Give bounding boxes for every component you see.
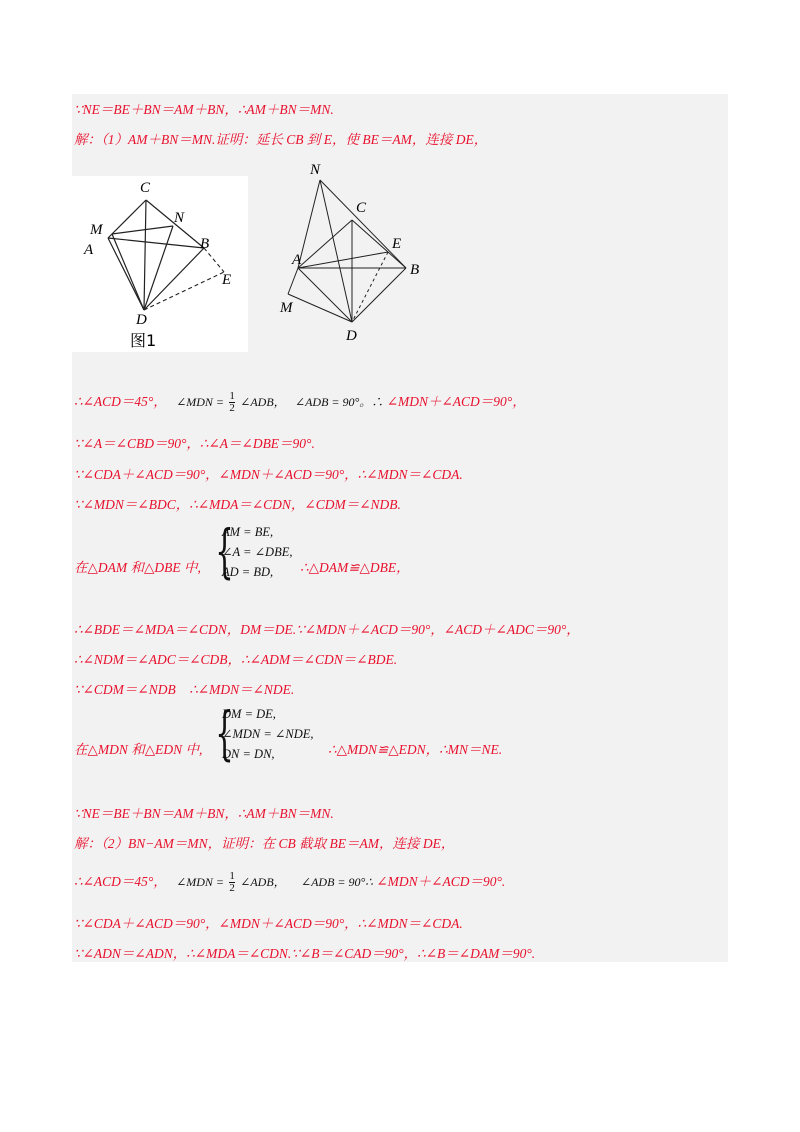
fraction-half: $\frac{1}{2}$ [229, 390, 235, 415]
line-14d: ∠ADB = 90°∴ [301, 875, 373, 889]
line-4: ∵∠A＝∠CBD＝90°，∴∠A＝∠DBE＝90°. [74, 436, 315, 451]
line-14b: ∠MDN = [176, 875, 225, 889]
fig2-label-n: N [310, 162, 321, 178]
fraction-half: $\frac{1}{2}$ [229, 870, 235, 895]
line-14 [74, 870, 505, 894]
line-7b: ∴△DAM≌△DBE， [300, 560, 410, 575]
fig1-label-b: B [200, 236, 210, 252]
system-2-row: ∠MDN = ∠NDE, [222, 727, 314, 741]
line-14e: ∠MDN＋∠ACD＝90°. [376, 874, 506, 889]
line-7a: 在△DAM 和△DBE 中, [74, 560, 201, 575]
fig2-label-c: C [356, 200, 367, 216]
system-1 [222, 522, 292, 582]
fig1-label-n: N [174, 210, 185, 226]
line-8: ∴∠BDE＝∠MDA＝∠CDN，DM＝DE.∵∠MDN＋∠ACD＝90°，∠ACD＋∠ADC＝90°， [74, 622, 580, 637]
system-1-row: AD = BD, [222, 565, 274, 579]
line-3b: ∠MDN = [176, 395, 225, 409]
line-14c: ∠ADB， [240, 875, 286, 889]
line-1: ∵NE＝BE＋BN＝AM＋BN，∴AM＋BN＝MN. [74, 102, 334, 117]
figure-1-diagram [72, 176, 248, 352]
line-15: ∵∠CDA＋∠ACD＝90°，∠MDN＋∠ACD＝90°，∴∠MDN＝∠CDA. [74, 916, 463, 931]
fig1-caption: 图1 [130, 331, 157, 350]
system-2-row: DM = DE, [222, 707, 276, 721]
fig1-label-c: C [140, 180, 151, 196]
line-2: 解：（1）AM＋BN＝MN.证明：延长 CB 到 E，使 BE＝AM，连接 DE， [74, 132, 488, 147]
figure-1 [72, 176, 248, 352]
system-1-row: AM = BE, [222, 525, 274, 539]
system-2-row: DN = DN, [222, 747, 275, 761]
line-3c: ∠ADB， [240, 395, 286, 409]
fig1-label-e: E [222, 272, 232, 288]
line-3d: ∠ADB = 90°。∴ [295, 395, 384, 409]
fig1-label-m: M [90, 222, 103, 238]
fig1-label-a: A [84, 242, 94, 258]
line-11a: 在△MDN 和△EDN 中, [74, 742, 203, 757]
brace-2: { [215, 699, 234, 767]
line-9: ∴∠NDM＝∠ADC＝∠CDB，∴∠ADM＝∠CDN＝∠BDE. [74, 652, 398, 667]
line-16: ∵∠ADN＝∠ADN，∴∠MDA＝∠CDN.∵∠B＝∠CAD＝90°，∴∠B＝∠DAM＝90°. [74, 946, 536, 961]
system-1-row: ∠A = ∠DBE, [222, 545, 293, 559]
line-12: ∵NE＝BE＋BN＝AM＋BN，∴AM＋BN＝MN. [74, 806, 334, 821]
brace-1: { [215, 517, 234, 585]
line-3 [74, 390, 526, 414]
fig2-label-b: B [410, 262, 420, 278]
fig2-label-d: D [346, 328, 357, 344]
figure-2 [268, 162, 438, 352]
line-13: 解：（2）BN−AM＝MN，证明：在 CB 截取 BE＝AM，连接 DE， [74, 836, 455, 851]
line-6: ∵∠MDN＝∠BDC，∴∠MDA＝∠CDN，∠CDM＝∠NDB. [74, 497, 401, 512]
fig2-label-a: A [292, 252, 302, 268]
line-5: ∵∠CDA＋∠ACD＝90°，∠MDN＋∠ACD＝90°，∴∠MDN＝∠CDA. [74, 467, 463, 482]
fig2-label-m: M [280, 300, 293, 316]
line-10: ∵∠CDM＝∠NDB ∴∠MDN＝∠NDE. [74, 682, 295, 697]
line-3e: ∠MDN＋∠ACD＝90°， [386, 394, 526, 409]
fig1-label-d: D [136, 312, 147, 328]
line-3a: ∴∠ACD＝45°， [74, 394, 167, 409]
line-11b: ∴△MDN≌△EDN，∴MN＝NE. [328, 742, 503, 757]
line-14a: ∴∠ACD＝45°， [74, 874, 167, 889]
system-2 [222, 704, 314, 764]
fig2-label-e: E [392, 236, 402, 252]
